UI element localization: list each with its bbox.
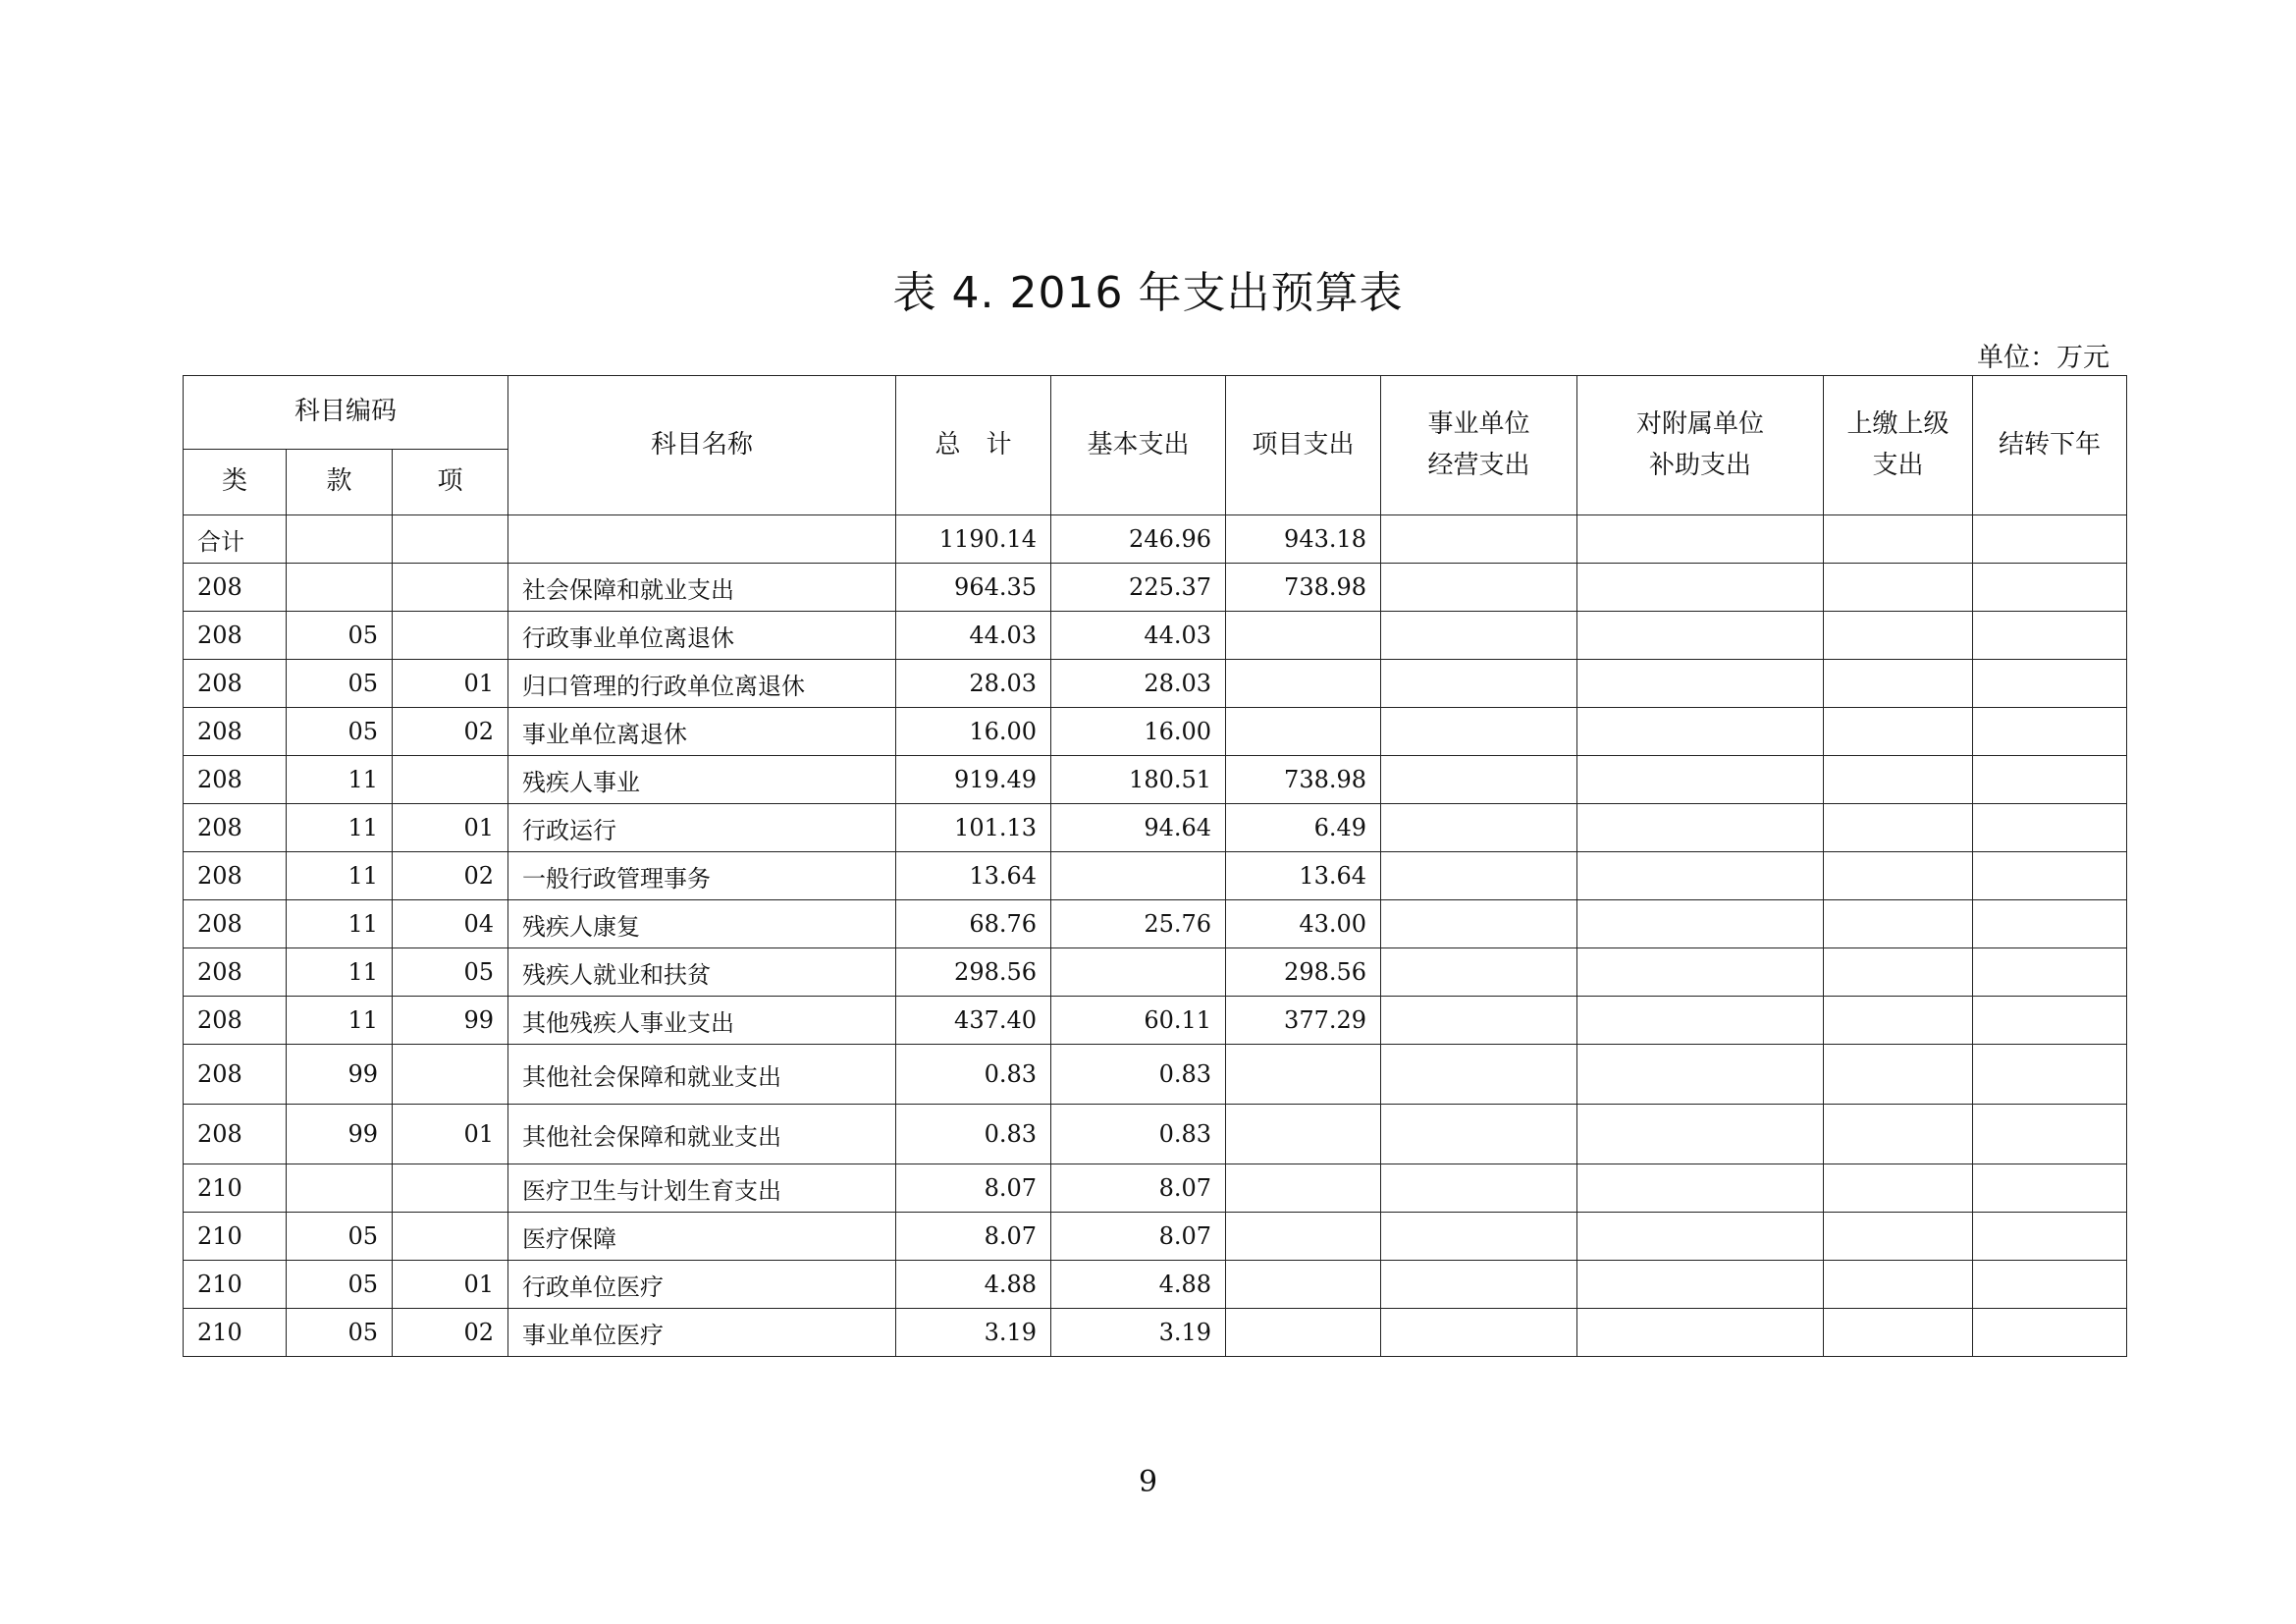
table-row: [184, 564, 2127, 612]
cell-project: [1226, 708, 1381, 756]
cell-xiang: [393, 1213, 508, 1261]
cell-subject-name: 行政事业单位离退休: [508, 612, 896, 660]
cell-xiang: [393, 564, 508, 612]
cell-business: [1381, 997, 1577, 1045]
cell-upper-remit: [1824, 804, 1973, 852]
cell-subsidy: [1577, 1261, 1824, 1309]
cell-basic: 60.11: [1051, 997, 1226, 1045]
cell-upper-remit: [1824, 852, 1973, 900]
header-carry-forward: 结转下年: [1973, 376, 2127, 515]
cell-carry-forward: [1973, 852, 2127, 900]
header-subsidy-line2: 补助支出: [1649, 450, 1752, 480]
unit-note: 单位：万元: [1977, 343, 2109, 373]
table-row: [184, 1309, 2127, 1357]
cell-project: [1226, 1213, 1381, 1261]
cell-xiang: [393, 1045, 508, 1105]
cell-xiang: [393, 612, 508, 660]
cell-kuan: 11: [287, 900, 393, 948]
cell-business: [1381, 756, 1577, 804]
cell-kuan: 05: [287, 1213, 393, 1261]
cell-xiang: 01: [393, 1261, 508, 1309]
cell-carry-forward: [1973, 1261, 2127, 1309]
cell-basic: 28.03: [1051, 660, 1226, 708]
cell-carry-forward: [1973, 948, 2127, 997]
cell-subject-name: 其他残疾人事业支出: [508, 997, 896, 1045]
table-row: [184, 948, 2127, 997]
cell-upper-remit: [1824, 660, 1973, 708]
cell-xiang: [393, 1164, 508, 1213]
cell-subject-name: 行政运行: [508, 804, 896, 852]
cell-lei: 210: [184, 1261, 287, 1309]
cell-business: [1381, 564, 1577, 612]
cell-upper-remit: [1824, 708, 1973, 756]
cell-kuan: [287, 515, 393, 564]
cell-subject-name: 医疗卫生与计划生育支出: [508, 1164, 896, 1213]
cell-total: 964.35: [896, 564, 1051, 612]
table-row: [184, 1105, 2127, 1164]
cell-project: [1226, 612, 1381, 660]
cell-subsidy: [1577, 852, 1824, 900]
cell-subsidy: [1577, 756, 1824, 804]
cell-subsidy: [1577, 804, 1824, 852]
table-row: [184, 1261, 2127, 1309]
cell-total: 0.83: [896, 1045, 1051, 1105]
cell-business: [1381, 1309, 1577, 1357]
cell-basic: 8.07: [1051, 1164, 1226, 1213]
cell-upper-remit: [1824, 1045, 1973, 1105]
cell-subsidy: [1577, 515, 1824, 564]
table-row: [184, 1213, 2127, 1261]
cell-basic: 180.51: [1051, 756, 1226, 804]
cell-carry-forward: [1973, 612, 2127, 660]
cell-project: 298.56: [1226, 948, 1381, 997]
cell-total: 8.07: [896, 1213, 1051, 1261]
table-row: [184, 756, 2127, 804]
table-row: [184, 852, 2127, 900]
cell-lei: 合计: [184, 515, 287, 564]
cell-upper-remit: [1824, 1309, 1973, 1357]
table-row: [184, 612, 2127, 660]
cell-upper-remit: [1824, 756, 1973, 804]
cell-carry-forward: [1973, 1164, 2127, 1213]
cell-carry-forward: [1973, 1309, 2127, 1357]
cell-upper-remit: [1824, 1105, 1973, 1164]
cell-total: 0.83: [896, 1105, 1051, 1164]
cell-total: 3.19: [896, 1309, 1051, 1357]
page-number: 9: [1138, 1465, 1158, 1499]
cell-subsidy: [1577, 1164, 1824, 1213]
cell-project: 943.18: [1226, 515, 1381, 564]
cell-kuan: 05: [287, 612, 393, 660]
cell-basic: 3.19: [1051, 1309, 1226, 1357]
cell-upper-remit: [1824, 900, 1973, 948]
cell-basic: 0.83: [1051, 1105, 1226, 1164]
cell-kuan: 11: [287, 997, 393, 1045]
cell-lei: 208: [184, 997, 287, 1045]
table-title: 表 4. 2016 年支出预算表: [892, 268, 1404, 318]
cell-business: [1381, 612, 1577, 660]
cell-subsidy: [1577, 997, 1824, 1045]
cell-upper-remit: [1824, 1261, 1973, 1309]
cell-basic: 44.03: [1051, 612, 1226, 660]
header-project-expense: 项目支出: [1226, 376, 1381, 515]
cell-kuan: 05: [287, 660, 393, 708]
header-upper-remit: [1824, 376, 1973, 515]
cell-xiang: [393, 756, 508, 804]
cell-total: 8.07: [896, 1164, 1051, 1213]
cell-carry-forward: [1973, 515, 2127, 564]
cell-total: 16.00: [896, 708, 1051, 756]
cell-total: 1190.14: [896, 515, 1051, 564]
cell-lei: 208: [184, 564, 287, 612]
header-upper-line2: 支出: [1872, 450, 1924, 480]
cell-xiang: 04: [393, 900, 508, 948]
cell-carry-forward: [1973, 900, 2127, 948]
header-code-group: 科目编码: [184, 376, 508, 450]
cell-project: [1226, 660, 1381, 708]
cell-carry-forward: [1973, 708, 2127, 756]
cell-kuan: 99: [287, 1045, 393, 1105]
cell-total: 101.13: [896, 804, 1051, 852]
cell-subject-name: 其他社会保障和就业支出: [508, 1045, 896, 1105]
budget-table: [183, 375, 2127, 1357]
cell-subsidy: [1577, 1045, 1824, 1105]
cell-kuan: [287, 1164, 393, 1213]
cell-business: [1381, 1164, 1577, 1213]
cell-business: [1381, 1261, 1577, 1309]
cell-lei: 208: [184, 1045, 287, 1105]
cell-basic: 0.83: [1051, 1045, 1226, 1105]
cell-project: 6.49: [1226, 804, 1381, 852]
header-business-line1: 事业单位: [1427, 408, 1530, 439]
header-subject-name: 科目名称: [508, 376, 896, 515]
cell-kuan: 11: [287, 804, 393, 852]
header-xiang: 项: [393, 450, 508, 515]
header-business-expense: [1381, 376, 1577, 515]
cell-project: [1226, 1309, 1381, 1357]
cell-subject-name: 行政单位医疗: [508, 1261, 896, 1309]
cell-basic: 16.00: [1051, 708, 1226, 756]
cell-subsidy: [1577, 948, 1824, 997]
cell-upper-remit: [1824, 1213, 1973, 1261]
cell-total: 437.40: [896, 997, 1051, 1045]
table-row: [184, 660, 2127, 708]
cell-subject-name: 残疾人就业和扶贫: [508, 948, 896, 997]
cell-kuan: [287, 564, 393, 612]
cell-subject-name: 其他社会保障和就业支出: [508, 1105, 896, 1164]
cell-lei: 210: [184, 1213, 287, 1261]
cell-lei: 208: [184, 660, 287, 708]
cell-lei: 208: [184, 948, 287, 997]
cell-lei: 210: [184, 1164, 287, 1213]
cell-xiang: 02: [393, 852, 508, 900]
cell-subject-name: 一般行政管理事务: [508, 852, 896, 900]
cell-total: 919.49: [896, 756, 1051, 804]
cell-carry-forward: [1973, 1213, 2127, 1261]
header-upper-line1: 上缴上级: [1846, 408, 1949, 439]
cell-upper-remit: [1824, 948, 1973, 997]
cell-subsidy: [1577, 564, 1824, 612]
header-subsidy-expense: [1577, 376, 1824, 515]
cell-carry-forward: [1973, 1105, 2127, 1164]
cell-subsidy: [1577, 612, 1824, 660]
cell-upper-remit: [1824, 564, 1973, 612]
cell-total: 28.03: [896, 660, 1051, 708]
table-row: [184, 708, 2127, 756]
cell-subject-name: 归口管理的行政单位离退休: [508, 660, 896, 708]
cell-business: [1381, 515, 1577, 564]
cell-carry-forward: [1973, 660, 2127, 708]
cell-total: 44.03: [896, 612, 1051, 660]
cell-lei: 208: [184, 612, 287, 660]
cell-kuan: 05: [287, 708, 393, 756]
table-row: [184, 1164, 2127, 1213]
cell-basic: 25.76: [1051, 900, 1226, 948]
cell-subject-name: 残疾人康复: [508, 900, 896, 948]
cell-basic: 246.96: [1051, 515, 1226, 564]
cell-business: [1381, 948, 1577, 997]
cell-upper-remit: [1824, 997, 1973, 1045]
cell-business: [1381, 660, 1577, 708]
cell-project: 43.00: [1226, 900, 1381, 948]
cell-kuan: 11: [287, 948, 393, 997]
cell-project: [1226, 1164, 1381, 1213]
cell-carry-forward: [1973, 564, 2127, 612]
cell-lei: 208: [184, 1105, 287, 1164]
cell-project: 738.98: [1226, 756, 1381, 804]
cell-xiang: 01: [393, 804, 508, 852]
cell-lei: 208: [184, 756, 287, 804]
cell-subject-name: [508, 515, 896, 564]
cell-subject-name: 社会保障和就业支出: [508, 564, 896, 612]
header-kuan: 款: [287, 450, 393, 515]
cell-subsidy: [1577, 1309, 1824, 1357]
cell-total: 68.76: [896, 900, 1051, 948]
cell-upper-remit: [1824, 515, 1973, 564]
header-row-1: [184, 376, 2127, 450]
cell-lei: 208: [184, 708, 287, 756]
cell-xiang: 01: [393, 1105, 508, 1164]
cell-carry-forward: [1973, 756, 2127, 804]
cell-subsidy: [1577, 900, 1824, 948]
cell-kuan: 11: [287, 852, 393, 900]
cell-business: [1381, 900, 1577, 948]
cell-basic: 4.88: [1051, 1261, 1226, 1309]
cell-subject-name: 医疗保障: [508, 1213, 896, 1261]
cell-business: [1381, 708, 1577, 756]
cell-business: [1381, 1105, 1577, 1164]
cell-project: 377.29: [1226, 997, 1381, 1045]
header-basic-expense: 基本支出: [1051, 376, 1226, 515]
cell-subsidy: [1577, 660, 1824, 708]
cell-kuan: 05: [287, 1261, 393, 1309]
header-lei: 类: [184, 450, 287, 515]
cell-basic: [1051, 948, 1226, 997]
header-business-line2: 经营支出: [1427, 450, 1530, 480]
cell-kuan: 99: [287, 1105, 393, 1164]
cell-xiang: 99: [393, 997, 508, 1045]
cell-basic: 94.64: [1051, 804, 1226, 852]
cell-lei: 208: [184, 804, 287, 852]
cell-project: 13.64: [1226, 852, 1381, 900]
cell-lei: 208: [184, 900, 287, 948]
cell-basic: [1051, 852, 1226, 900]
cell-upper-remit: [1824, 1164, 1973, 1213]
cell-total: 13.64: [896, 852, 1051, 900]
table-body: [184, 515, 2127, 1357]
cell-carry-forward: [1973, 804, 2127, 852]
header-total: 总 计: [896, 376, 1051, 515]
cell-kuan: 05: [287, 1309, 393, 1357]
cell-xiang: 01: [393, 660, 508, 708]
cell-subject-name: 残疾人事业: [508, 756, 896, 804]
cell-subject-name: 事业单位医疗: [508, 1309, 896, 1357]
cell-project: [1226, 1045, 1381, 1105]
cell-project: [1226, 1261, 1381, 1309]
table-row: [184, 900, 2127, 948]
cell-xiang: 02: [393, 708, 508, 756]
cell-carry-forward: [1973, 997, 2127, 1045]
cell-total: 4.88: [896, 1261, 1051, 1309]
table-row: [184, 804, 2127, 852]
cell-project: [1226, 1105, 1381, 1164]
header-subsidy-line1: 对附属单位: [1636, 408, 1765, 439]
cell-business: [1381, 1045, 1577, 1105]
cell-business: [1381, 804, 1577, 852]
cell-xiang: 02: [393, 1309, 508, 1357]
cell-carry-forward: [1973, 1045, 2127, 1105]
table-row: [184, 515, 2127, 564]
cell-subsidy: [1577, 708, 1824, 756]
cell-subject-name: 事业单位离退休: [508, 708, 896, 756]
cell-basic: 8.07: [1051, 1213, 1226, 1261]
cell-business: [1381, 852, 1577, 900]
cell-basic: 225.37: [1051, 564, 1226, 612]
cell-total: 298.56: [896, 948, 1051, 997]
cell-xiang: [393, 515, 508, 564]
cell-subsidy: [1577, 1105, 1824, 1164]
cell-kuan: 11: [287, 756, 393, 804]
cell-lei: 210: [184, 1309, 287, 1357]
table-row: [184, 1045, 2127, 1105]
cell-lei: 208: [184, 852, 287, 900]
cell-upper-remit: [1824, 612, 1973, 660]
cell-business: [1381, 1213, 1577, 1261]
cell-xiang: 05: [393, 948, 508, 997]
cell-subsidy: [1577, 1213, 1824, 1261]
table-row: [184, 997, 2127, 1045]
cell-project: 738.98: [1226, 564, 1381, 612]
